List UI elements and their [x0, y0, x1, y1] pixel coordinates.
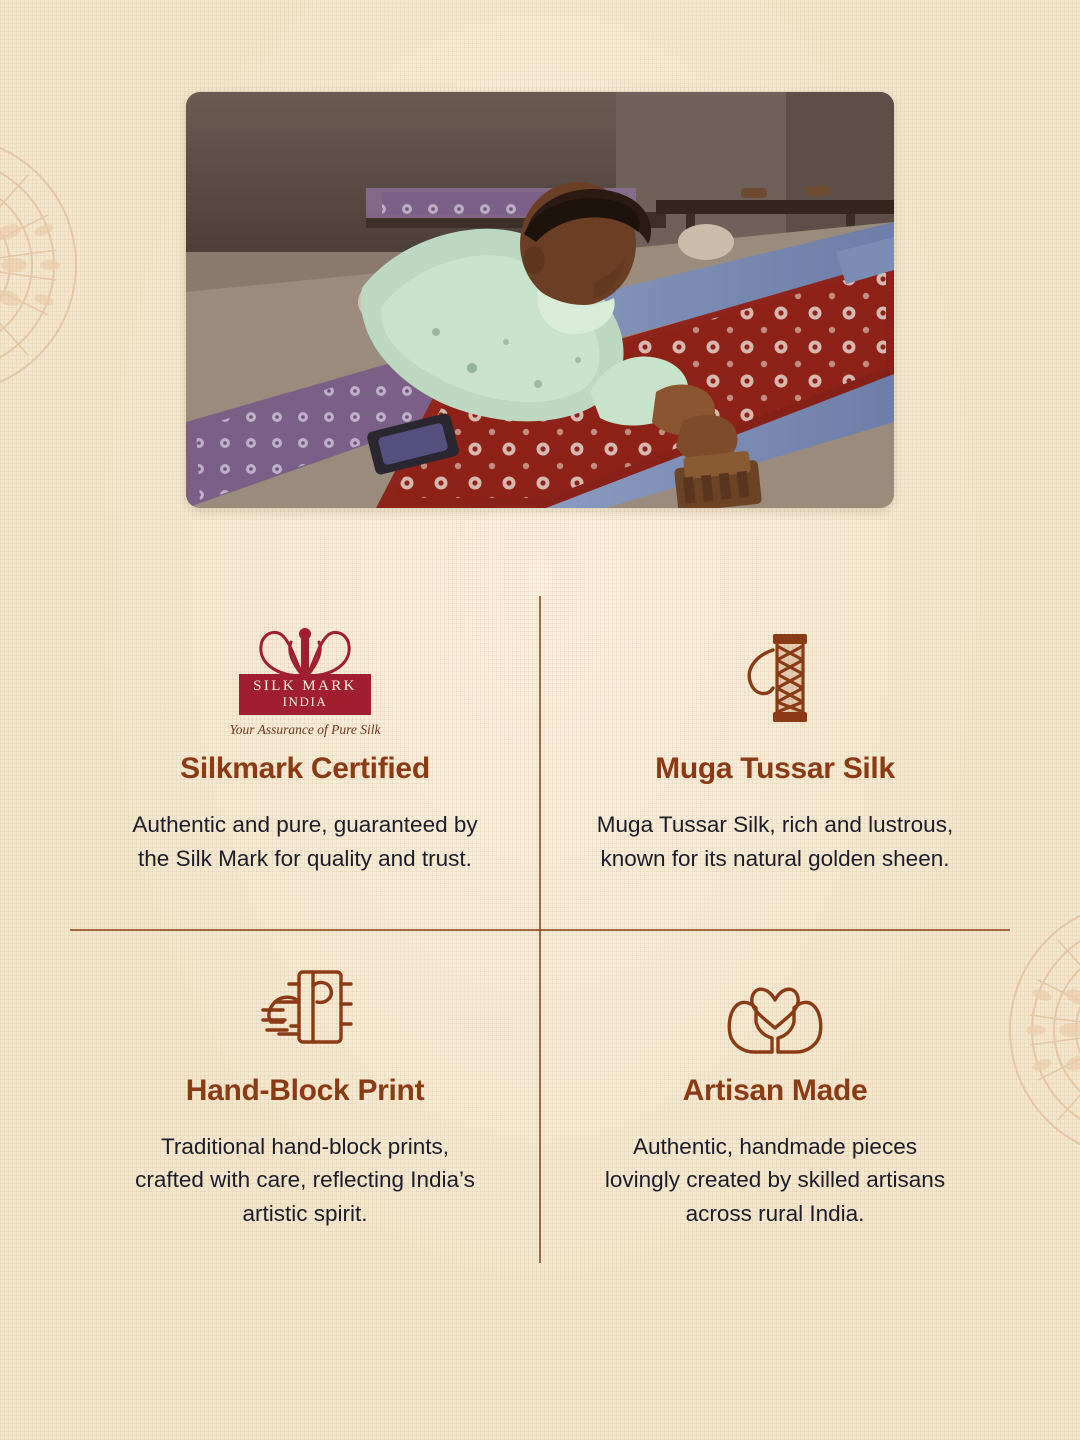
feature-title-silkmark-certified: Silkmark Certified: [180, 752, 430, 785]
thread-spool-glyph: [729, 626, 821, 730]
silk-mark-badge-line2: INDIA: [282, 694, 328, 710]
feature-grid: [70, 588, 1010, 1271]
feature-title-hand-block-print: Hand-Block Print: [185, 1073, 425, 1107]
feature-description-silkmark-certified: Authentic and pure, guaranteed by the Silk Mark for quality and trust.: [132, 812, 478, 871]
grid-horizontal-divider: [70, 929, 1010, 931]
silk-mark-butterfly-icon: [245, 618, 365, 680]
feature-description-hand-block-print: Traditional hand-block prints, crafted with care, reflecting India’s artistic spirit.: [135, 1133, 475, 1226]
feature-description-artisan-made: Authentic, handmade pieces lovingly created by skilled artisans across rural India.: [604, 1133, 946, 1226]
hero-image: [186, 92, 894, 508]
silk-mark-badge: [239, 674, 371, 714]
feature-card-silkmark-certified: [70, 588, 540, 916]
hands-holding-heart-glyph: [720, 964, 830, 1056]
feature-title-muga-tussar-silk: Muga Tussar Silk: [655, 752, 895, 785]
hand-block-print-icon: [253, 956, 357, 1064]
feature-description-muga-tussar-silk: Muga Tussar Silk, rich and lustrous, known for its natural golden sheen.: [596, 812, 954, 871]
feature-title-artisan-made: Artisan Made: [682, 1073, 868, 1107]
silk-mark-badge-line1: SILK MARK: [253, 678, 357, 695]
hands-heart-icon: [720, 956, 830, 1064]
silk-mark-tagline: Your Assurance of Pure Silk: [229, 721, 381, 737]
feature-card-muga-tussar-silk: [540, 588, 1010, 916]
feature-card-artisan-made: [540, 916, 1010, 1271]
silk-mark-india-logo: [200, 614, 410, 742]
silk-thread-spool-icon: [729, 614, 821, 742]
hand-stamp-glyph: [253, 964, 357, 1056]
feature-card-hand-block-print: [70, 916, 540, 1271]
artisan-block-printing-illustration: [186, 92, 894, 508]
